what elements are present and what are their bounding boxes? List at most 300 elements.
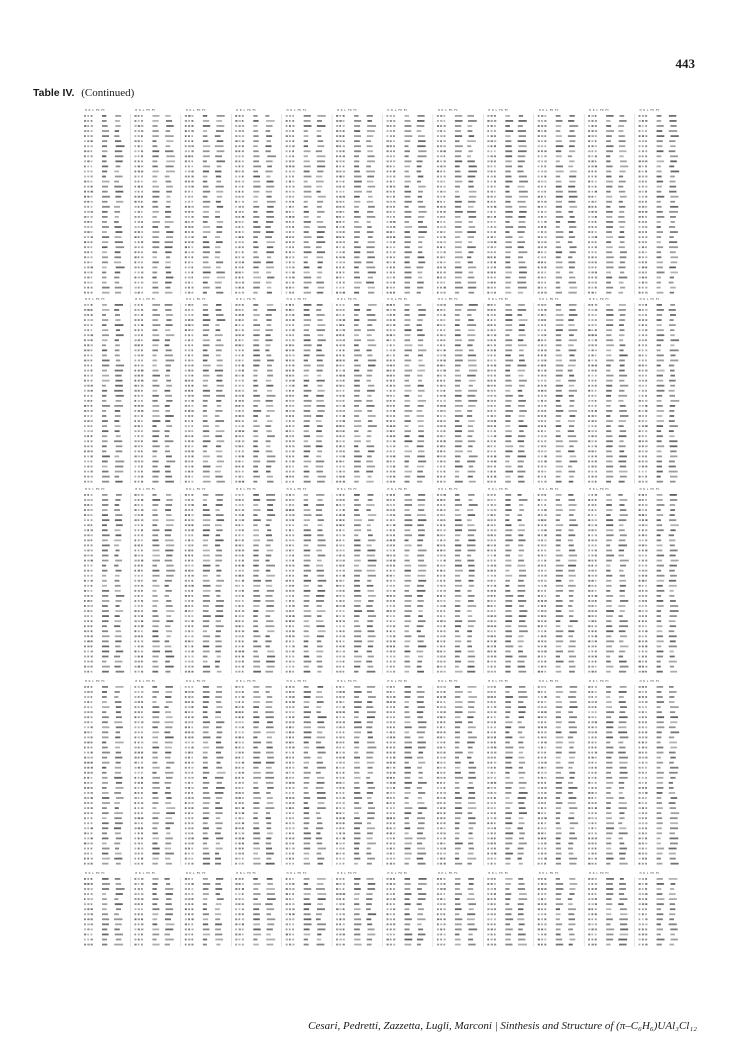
hkl-index-mark [538,405,540,407]
hkl-index-mark [437,287,439,289]
fo-value-mark [102,166,108,168]
hkl-index-mark [387,481,389,483]
fc-value-mark [620,261,625,263]
hkl-index-mark [440,246,442,248]
hkl-index-mark [235,385,237,387]
hkl-index-mark [336,125,338,127]
fc-value-mark [670,375,675,377]
hkl-index-mark [134,585,136,587]
fo-value-mark [657,430,662,432]
hkl-index-mark [591,360,593,362]
fc-value-mark [115,575,120,577]
hkl-index-mark [292,231,294,233]
fo-value-mark [102,610,109,612]
hkl-index-mark [138,319,140,321]
hkl-index-mark [544,314,546,316]
hkl-index-mark [289,211,291,213]
hkl-index-mark [138,565,140,567]
hkl-index-mark [91,499,93,501]
hkl-index-mark [87,226,89,228]
fc-value-mark [316,355,324,357]
hkl-index-mark [138,282,140,284]
fo-value-mark [304,390,312,392]
hkl-index-mark [444,292,446,294]
fo-value-mark [505,430,511,432]
hkl-index-mark [292,440,294,442]
hkl-index-mark [84,524,86,526]
fo-value-mark [606,435,612,437]
fo-value-mark [354,481,359,483]
hkl-index-mark [84,292,86,294]
fc-value-mark [568,450,574,452]
hkl-index-mark [336,282,338,284]
fc-value-mark [670,314,676,316]
hkl-index-mark [390,221,392,223]
hkl-index-mark [239,216,241,218]
fc-value-mark [266,534,272,536]
fc-value-mark [165,241,173,243]
hkl-index-mark [91,246,93,248]
fc-value-mark [670,251,676,253]
hkl-index-mark [84,140,86,142]
fo-value-mark [102,575,106,577]
fc-value-mark [417,282,424,284]
hkl-index-mark [491,370,493,372]
hkl-index-mark [544,181,546,183]
hkl-index-mark [87,216,89,218]
hkl-index-mark [645,186,647,188]
hkl-index-mark [538,236,540,238]
hkl-index-mark [191,211,193,213]
hkl-index-mark [494,287,496,289]
fo-value-mark [556,140,562,142]
hkl-index-mark [235,277,237,279]
hkl-index-mark [595,155,597,157]
fo-value-mark [354,385,360,387]
fo-value-mark [556,410,564,412]
fo-value-mark [556,430,560,432]
fo-value-mark [354,390,360,392]
hkl-index-mark [185,125,187,127]
hkl-index-mark [91,236,93,238]
fo-value-mark [102,360,110,362]
fo-value-mark [203,272,211,274]
fc-value-mark [669,236,673,238]
hkl-index-mark [185,656,187,658]
hkl-index-mark [390,272,392,274]
fc-value-mark [671,171,680,173]
fc-value-mark [165,304,173,306]
fc-value-mark [165,267,170,269]
hkl-index-mark [84,585,86,587]
fc-value-mark [266,211,273,213]
hkl-index-mark [141,534,143,536]
fc-value-mark [216,160,225,162]
hkl-index-mark [289,166,291,168]
hkl-index-mark [185,430,187,432]
fc-value-mark [166,236,173,238]
fo-value-mark [152,471,159,473]
hkl-index-mark [544,410,546,412]
hkl-index-mark [487,256,489,258]
fo-value-mark [304,375,309,377]
hkl-index-mark [538,140,540,142]
hkl-index-mark [185,150,187,152]
hkl-index-mark [639,476,641,478]
hkl-index-mark [390,395,392,397]
hkl-index-mark [141,461,143,463]
hkl-index-mark [242,565,244,567]
fo-value-mark [152,651,160,653]
fc-value-mark [569,226,576,228]
fo-value-mark [253,226,260,228]
hkl-index-mark [91,211,93,213]
hkl-index-mark [544,272,546,274]
hkl-index-mark [343,115,345,117]
fo-value-mark [606,450,612,452]
fc-value-mark [217,150,225,152]
fo-value-mark [102,671,109,673]
hkl-index-mark [286,314,288,316]
hkl-index-mark [191,550,193,552]
hkl-index-mark [191,246,193,248]
hkl-index-mark [134,514,136,516]
hkl-index-mark [591,440,593,442]
hkl-index-mark [390,390,392,392]
hkl-index-mark [134,666,136,668]
hkl-index-mark [639,171,641,173]
hkl-index-mark [544,456,546,458]
fo-value-mark [657,115,662,117]
hkl-index-mark [138,304,140,306]
hkl-index-mark [538,304,540,306]
hkl-index-mark [387,221,389,223]
hkl-index-mark [541,430,543,432]
fo-value-mark [405,236,411,238]
hkl-index-mark [444,420,446,422]
fc-value-mark [265,329,272,331]
hkl-index-mark [141,415,143,417]
hkl-index-mark [188,256,190,258]
fo-value-mark [304,125,312,127]
hkl-index-mark [239,329,241,331]
hkl-index-mark [138,435,140,437]
hkl-index-mark [494,365,496,367]
fo-value-mark [354,344,359,346]
hkl-index-mark [642,405,644,407]
fc-value-mark [114,181,119,183]
hkl-index-mark [84,344,86,346]
fo-value-mark [556,309,562,311]
hkl-index-mark [87,186,89,188]
fc-value-mark [116,400,122,402]
fo-value-mark [556,476,561,478]
hkl-index-mark [639,201,641,203]
hkl-index-mark [141,370,143,372]
fc-value-mark [670,160,677,162]
fo-value-mark [304,314,310,316]
fo-value-mark [152,504,158,506]
hkl-index-mark [91,405,93,407]
fo-value-mark [152,380,157,382]
fc-value-mark [215,666,219,668]
fo-value-mark [203,565,211,567]
hkl-index-mark [544,339,546,341]
hkl-index-mark [336,380,338,382]
hkl-index-mark [336,221,338,223]
hkl-index-mark [444,476,446,478]
hkl-index-mark [185,211,187,213]
hkl-index-mark [289,395,291,397]
fc-value-mark [367,176,374,178]
fc-value-mark [568,155,572,157]
hkl-index-mark [440,395,442,397]
hkl-index-mark [588,380,590,382]
hkl-index-mark [185,435,187,437]
hkl-index-mark [538,355,540,357]
fo-value-mark [304,370,309,372]
hkl-index-mark [191,524,193,526]
hkl-index-mark [91,610,93,612]
fo-value-mark [304,135,309,137]
hkl-index-mark [138,390,140,392]
hkl-index-mark [595,471,597,473]
hkl-index-mark [437,400,439,402]
hkl-index-mark [588,150,590,152]
fc-value-mark [165,309,171,311]
fc-value-mark [116,329,120,331]
hkl-index-mark [595,440,597,442]
fo-value-mark [606,365,611,367]
hkl-index-mark [639,186,641,188]
fc-value-mark [317,304,323,306]
fc-value-mark [316,395,323,397]
fo-value-mark [203,181,207,183]
hkl-index-mark [242,314,244,316]
hkl-index-mark [538,430,540,432]
hkl-index-mark [188,440,190,442]
hkl-index-mark [235,196,237,198]
hkl-index-mark [188,585,190,587]
fo-value-mark [102,349,107,351]
hkl-index-mark [390,145,392,147]
hkl-index-mark [185,600,187,602]
hkl-index-mark [87,272,89,274]
hkl-index-mark [437,206,439,208]
fc-value-mark [216,450,223,452]
hkl-index-mark [339,334,341,336]
hkl-index-mark [444,236,446,238]
hkl-index-mark [595,140,597,142]
hkl-index-mark [235,395,237,397]
fo-value-mark [203,461,208,463]
fc-value-mark [316,415,323,417]
hkl-index-mark [339,400,341,402]
hkl-index-mark [289,145,291,147]
fo-value-mark [102,150,107,152]
hkl-index-mark [645,461,647,463]
hkl-index-mark [134,236,136,238]
hkl-index-mark [541,481,543,483]
hkl-index-mark [87,640,89,642]
fo-value-mark [354,360,358,362]
hkl-index-mark [87,661,89,663]
hkl-index-mark [639,410,641,412]
hkl-index-mark [138,236,140,238]
hkl-index-mark [336,400,338,402]
hkl-index-mark [138,181,140,183]
fc-value-mark [216,550,222,552]
fc-value-mark [619,171,625,173]
hkl-index-mark [191,186,193,188]
hkl-index-mark [444,221,446,223]
fo-value-mark [152,575,159,577]
hkl-index-mark [444,166,446,168]
fc-value-mark [216,380,222,382]
hkl-index-mark [336,415,338,417]
fo-value-mark [253,206,259,208]
fo-value-mark [405,256,410,258]
fo-value-mark [102,186,108,188]
fo-value-mark [102,504,108,506]
hkl-index-mark [84,630,86,632]
hkl-index-mark [437,370,439,372]
fc-value-mark [216,314,223,316]
fo-value-mark [253,282,260,284]
hkl-index-mark [242,292,244,294]
hkl-index-mark [595,324,597,326]
hkl-index-mark [437,256,439,258]
hkl-index-mark [91,640,93,642]
hkl-index-mark [343,339,345,341]
hkl-index-mark [390,236,392,238]
hkl-index-mark [134,395,136,397]
hkl-index-mark [242,191,244,193]
fc-value-mark [468,339,474,341]
hkl-index-mark [289,206,291,208]
fc-value-mark [317,171,323,173]
hkl-index-mark [440,135,442,137]
hkl-index-mark [339,181,341,183]
hkl-index-mark [188,539,190,541]
hkl-index-mark [639,176,641,178]
fc-value-mark [620,251,627,253]
fo-value-mark [253,355,260,357]
fc-value-mark [266,191,272,193]
hkl-index-mark [437,304,439,306]
hkl-index-mark [544,140,546,142]
fc-value-mark [215,420,224,422]
fo-value-mark [102,176,106,178]
fo-value-mark [556,456,562,458]
hkl-index-mark [591,420,593,422]
hkl-index-mark [591,140,593,142]
hkl-index-mark [91,666,93,668]
hkl-index-mark [87,314,89,316]
fc-value-mark [417,125,425,127]
hkl-index-mark [544,365,546,367]
hkl-index-mark [191,400,193,402]
hkl-index-mark [138,504,140,506]
fo-value-mark [556,150,562,152]
hkl-index-mark [84,166,86,168]
hkl-index-mark [134,405,136,407]
hkl-index-mark [440,349,442,351]
fc-value-mark [266,450,273,452]
hkl-index-mark [387,267,389,269]
fo-value-mark [505,440,511,442]
hkl-index-mark [541,160,543,162]
hkl-index-mark [538,261,540,263]
hkl-index-mark [141,171,143,173]
fc-value-mark [166,160,175,162]
hkl-index-mark [336,191,338,193]
fc-value-mark [569,150,575,152]
hkl-index-mark [134,251,136,253]
fo-value-mark [455,135,462,137]
fo-value-mark [354,115,359,117]
hkl-index-mark [91,120,93,122]
hkl-index-mark [87,410,89,412]
hkl-index-mark [440,425,442,427]
fo-value-mark [405,196,411,198]
hkl-index-mark [538,360,540,362]
hkl-index-mark [188,519,190,521]
fo-value-mark [203,385,208,387]
hkl-index-mark [387,390,389,392]
fc-value-mark [115,120,120,122]
fc-value-mark [467,450,472,452]
hkl-index-mark [242,246,244,248]
fc-value-mark [217,671,222,673]
hkl-index-mark [138,176,140,178]
hkl-index-mark [491,349,493,351]
hkl-index-mark [235,287,237,289]
fc-value-mark [418,236,424,238]
fc-value-mark [165,625,170,627]
hkl-index-mark [639,471,641,473]
fo-value-mark [304,140,308,142]
fc-value-mark [115,282,120,284]
hkl-index-mark [134,570,136,572]
fo-value-mark [102,595,108,597]
hkl-index-mark [191,580,193,582]
hkl-index-mark [491,425,493,427]
fo-value-mark [556,415,561,417]
hkl-index-mark [191,370,193,372]
fo-value-mark [102,365,109,367]
fo-value-mark [657,206,662,208]
hkl-index-mark [235,435,237,437]
hkl-index-mark [588,201,590,203]
hkl-index-mark [292,450,294,452]
fc-value-mark [216,201,221,203]
hkl-index-mark [591,334,593,336]
fo-value-mark [455,481,463,483]
fc-value-mark [165,435,169,437]
hkl-index-mark [138,440,140,442]
hkl-index-mark [494,395,496,397]
fo-value-mark [354,282,361,284]
hkl-index-mark [538,160,540,162]
fo-value-mark [203,514,211,516]
hkl-index-mark [544,287,546,289]
hkl-index-mark [242,145,244,147]
hkl-index-mark [134,287,136,289]
fo-value-mark [455,395,462,397]
fo-value-mark [203,349,208,351]
fc-value-mark [469,272,474,274]
